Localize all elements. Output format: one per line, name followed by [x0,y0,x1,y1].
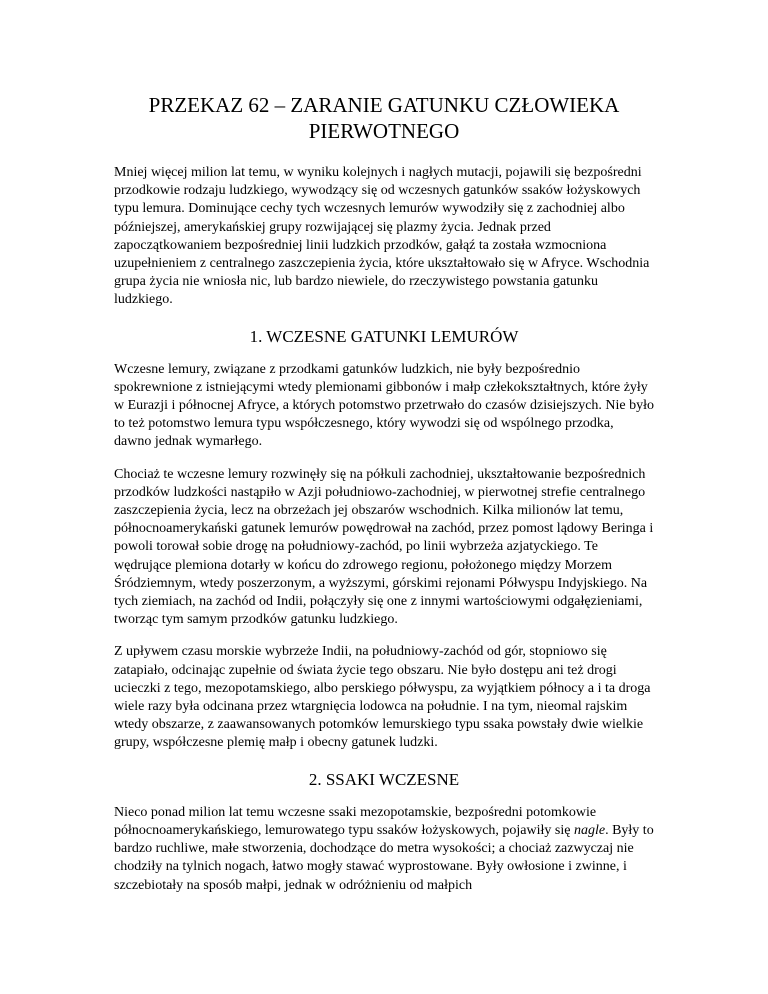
intro-paragraph: Mniej więcej milion lat temu, w wyniku kolejnych i nagłych mutacji, pojawili się bezpośredni przodkowie rodzaju ludzkiego, wywodzący się od wczesnych gatunków ssaków łożyskowych typu lemura. Dominujące cechy tych wczesnych lemurów wywodziły się z zachodniej albo późniejszej, amerykańskiej grupy rozwijającej się plazmy życia. Jednak przed zapoczątkowaniem bezpośredniej linii ludzkich przodków, gałąź ta została wzmocniona uzupełnieniem z centralnego zaszczepienia życia, które ukształtowało się w Afryce. Wschodnia grupa życia nie wniosła nic, lub bardzo niewiele, do rzeczywistego powstania gatunku ludzkiego. [114,165,650,308]
section-2-heading: 2. SSAKI WCZESNE [308,769,460,789]
section-1-paragraph-2: Chociaż te wczesne lemury rozwinęły się na półkuli zachodniej, ukształtowanie bezpośrednich przodków ludzkości nastąpiło w Azji południowo-zachodniej, w pierwotnej strefie centralnego zaszczepienia życia, lecz na obrzeżach jej obszarów wschodnich. Kilka milionów lat temu, północnoamerykański gatunek lemurów powędrował na zachód, przez pomost lądowy Beringa i powoli torował sobie drogę na południowy-zachód, po linii wybrzeża azjatyckiego. Te wędrujące plemiona dotarły w końcu do zdrowego regionu, położonego między Morzem Śródziemnym, wtedy poszerzonym, a wyższymi, górskimi rejonami Półwyspu Indyjskiego. Na tych ziemiach, na zachód od Indii, połączyły się one z innymi wartościowymi odgałęzieniami, tworząc tym samym przodków gatunku ludzkiego. [114,466,654,628]
section-1-heading: 1. WCZESNE GATUNKI LEMURÓW [249,326,519,346]
section-2-paragraph-1 [114,804,654,895]
document-page [114,92,654,895]
title-line-2: PIERWOTNEGO [308,119,460,143]
section-2-text-start: Nieco ponad milion lat temu wczesne ssaki mezopotamskie, bezpośredni potomkowie północnoamerykańskiego, lemurowatego typu ssaków łożyskowych, pojawiły się [114,804,597,838]
section-1-paragraph-1: Wczesne lemury, związane z przodkami gatunków ludzkich, nie były bezpośrednio spokrewnione z istniejącymi wtedy plemionami gibbonów i małp człekokształtnych, które żyły w Eurazji i północnej Afryce, a których potomstwo przetrwało do czasów dzisiejszych. Nie było to też potomstwo lemura typu współczesnego, który wywodzi się od wspólnego przodka, dawno jednak wymarłego. [114,361,655,450]
section-2-text-end: . Były to bardzo ruchliwe, małe stworzenia, dochodzące do metra wysokości; a chociaż zazwyczaj nie chodziły na tylnich nogach, łatwo mogły stawać wyprostowane. Były owłosione i zwinne, i szczebiotały na sposób małpi, jednak w odróżnieniu od małpich [114,822,654,893]
section-2-emphasis: nagle [573,822,606,838]
title-line-1: PRZEKAZ 62 – ZARANIE GATUNKU CZŁOWIEKA [148,93,620,117]
section-1-paragraph-3: Z upływem czasu morskie wybrzeże Indii, na południowy-zachód od gór, stopniowo się zatapiało, odcinając zupełnie od świata życie tego obszaru. Nie było dostępu ani też drogi ucieczki z tego, mezopotamskiego, albo perskiego półwyspu, za wyjątkiem północy a i ta droga wiele razy była odcinana przez wtargnięcia lodowca na południe. I na tym, nieomal rajskim wtedy obszarze, z zaawansowanych potomków lemurskiego typu ssaka powstały dwie wielkie grupy, współczesne plemię małp i obecny gatunek ludzki. [114,644,651,751]
document-title [114,92,654,144]
